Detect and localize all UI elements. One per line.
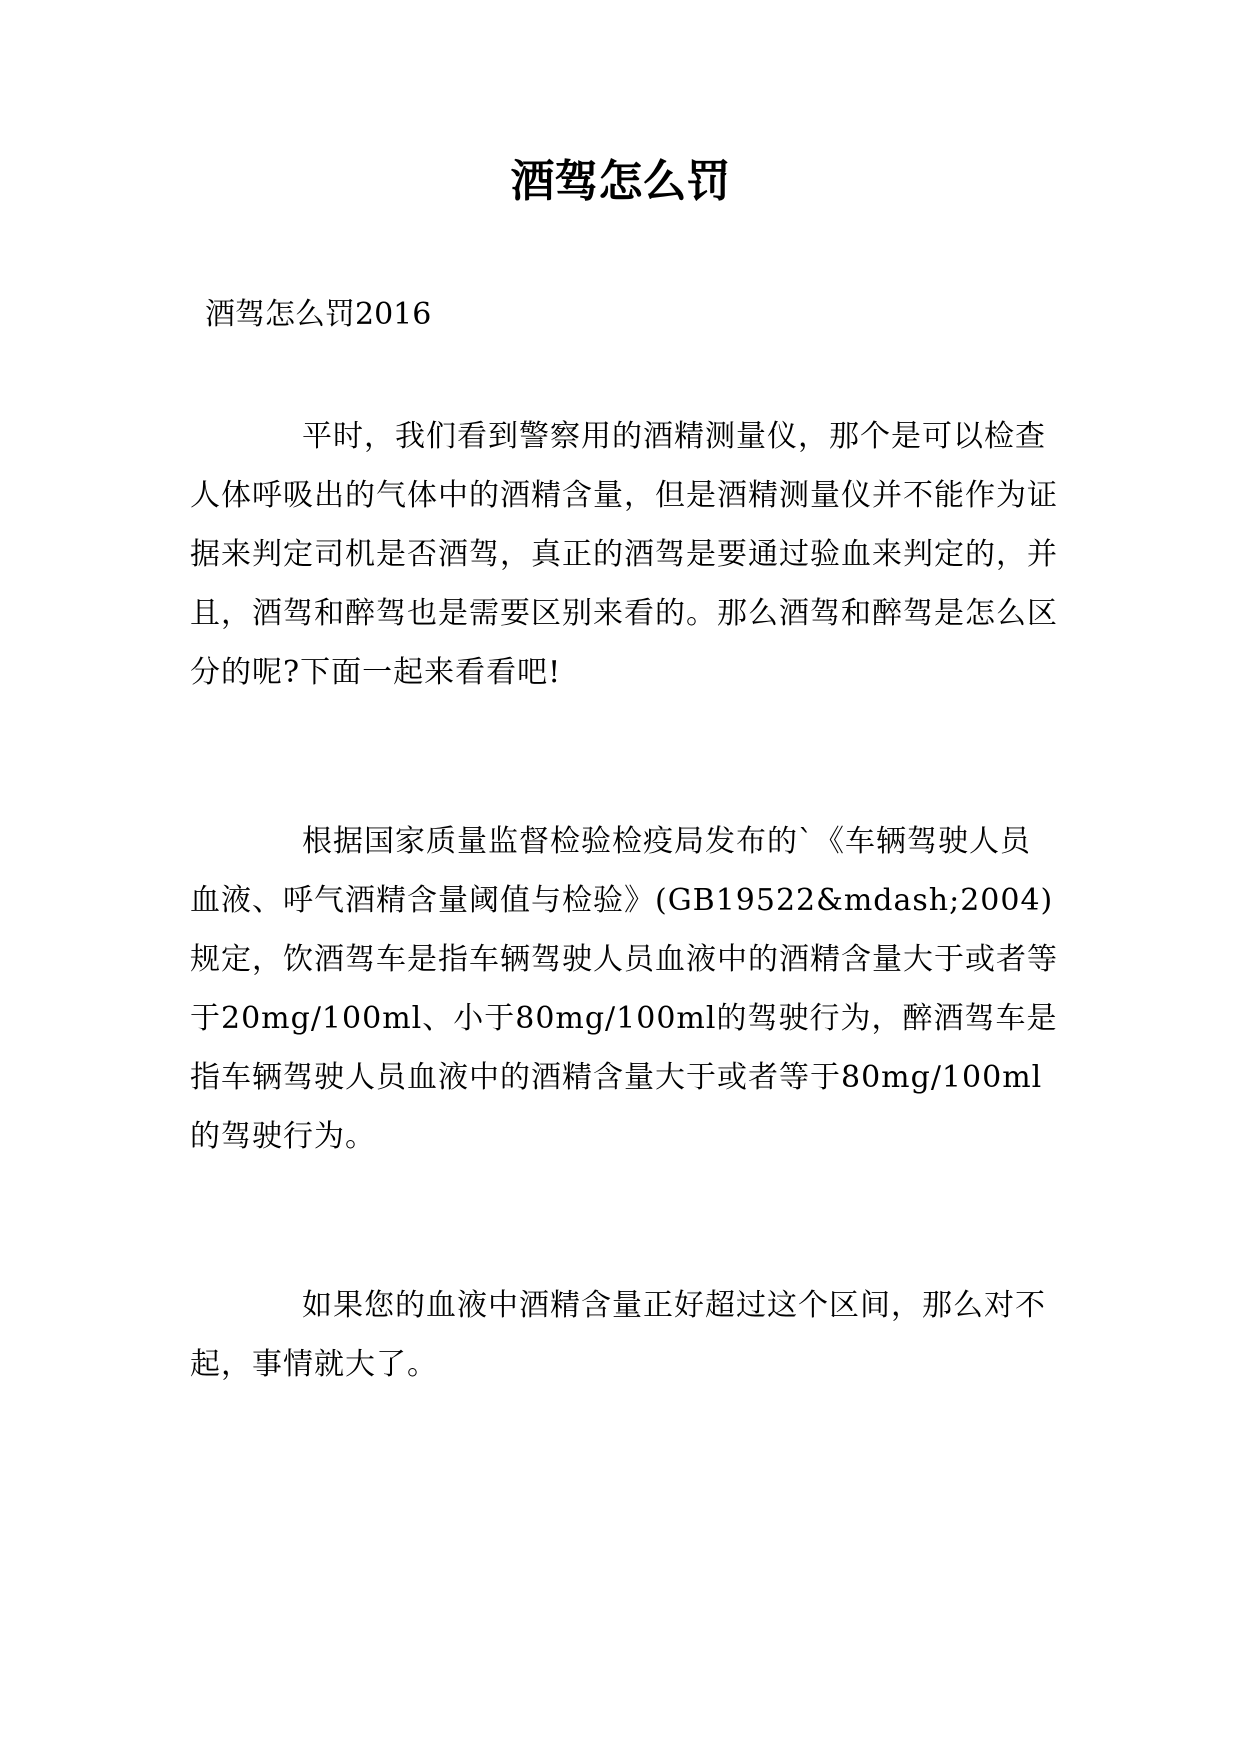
paragraph-standard: 根据国家质量监督检验检疫局发布的`《车辆驾驶人员血液、呼气酒精含量阈值与检验》(GB19522&mdash;2004)规定，饮酒驾车是指车辆驾驶人员血液中的酒精含量大于或者等于20mg/100ml、小于80mg/100ml的驾驶行为，醉酒驾车是指车辆驾驶人员血液中的酒精含量大于或者等于80mg/100ml的驾驶行为。 xyxy=(190,824,1058,1154)
document-subtitle: 酒驾怎么罚2016 xyxy=(205,297,432,332)
document-title: 酒驾怎么罚 xyxy=(510,156,731,207)
paragraph-breathalyzer: 平时，我们看到警察用的酒精测量仪，那个是可以检查人体呼吸出的气体中的酒精含量，但是酒精测量仪并不能作为证据来判定司机是否酒驾，真正的酒驾是要通过验血来判定的，并且，酒驾和醉驾也是需要区别来看的。那么酒驾和醉驾是怎么区分的呢?下面一起来看看吧! xyxy=(190,419,1058,690)
paragraph-consequence: 如果您的血液中酒精含量正好超过这个区间，那么对不起，事情就大了。 xyxy=(190,1288,1046,1382)
